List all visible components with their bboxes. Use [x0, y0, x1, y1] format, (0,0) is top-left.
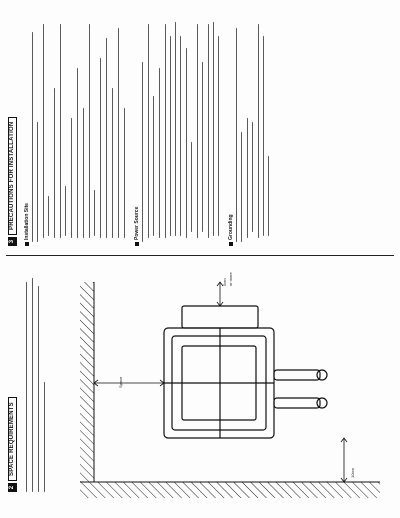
section-number: 2 [8, 483, 17, 492]
text-line [89, 24, 90, 238]
text-line [77, 68, 78, 238]
text-line [191, 142, 192, 232]
precautions-heading [8, 117, 17, 246]
subsection-installation-site: Installation Site [24, 203, 30, 246]
text-line [124, 108, 125, 238]
text-line [32, 278, 33, 492]
section-title: PRECAUTIONS FOR INSTALLATION [8, 117, 17, 235]
wall-hatch-back [80, 482, 380, 498]
text-line [180, 36, 181, 236]
copier-outline [164, 306, 327, 438]
text-line [32, 32, 33, 242]
text-line [48, 196, 49, 236]
text-line [54, 88, 55, 238]
text-line [197, 24, 198, 238]
subsection-grounding: Grounding [228, 214, 234, 246]
space-requirements-diagram [60, 254, 390, 504]
text-line [83, 108, 84, 238]
text-line [112, 88, 113, 238]
text-line [26, 282, 27, 492]
side-clearance-unit: or more [228, 272, 233, 286]
section-number: 3 [8, 237, 17, 246]
text-line [208, 24, 209, 238]
text-line [186, 48, 187, 238]
text-line [94, 190, 95, 236]
text-line [38, 286, 39, 492]
text-line [263, 36, 264, 236]
text-line [170, 36, 171, 236]
space-requirements-heading [8, 397, 17, 492]
top-clearance-label: Space [118, 376, 123, 388]
subsection-power-source: Power Source [134, 207, 140, 246]
side-clearance-label: 5cm [222, 278, 227, 286]
text-line [218, 36, 219, 236]
text-line [202, 62, 203, 232]
bottom-clearance-label: 10cm [350, 468, 355, 478]
text-line [165, 24, 166, 238]
text-line [71, 118, 72, 238]
text-line [159, 68, 160, 238]
text-line [43, 24, 44, 238]
text-line [268, 156, 269, 236]
text-line [65, 186, 66, 236]
text-line [118, 28, 119, 238]
text-line [148, 24, 149, 238]
text-line [236, 28, 237, 242]
text-line [100, 58, 101, 238]
wall-hatch-side [80, 282, 94, 482]
text-line [142, 62, 143, 242]
text-line [153, 96, 154, 236]
text-line [241, 132, 242, 242]
text-line [106, 38, 107, 238]
text-line [175, 22, 176, 236]
text-line [44, 382, 45, 492]
text-line [258, 24, 259, 238]
text-line [37, 122, 38, 242]
text-line [213, 22, 214, 236]
text-line [60, 24, 61, 238]
text-line [247, 118, 248, 238]
column-divider [6, 255, 394, 256]
section-title: SPACE REQUIREMENTS [8, 397, 17, 481]
text-line [252, 122, 253, 232]
